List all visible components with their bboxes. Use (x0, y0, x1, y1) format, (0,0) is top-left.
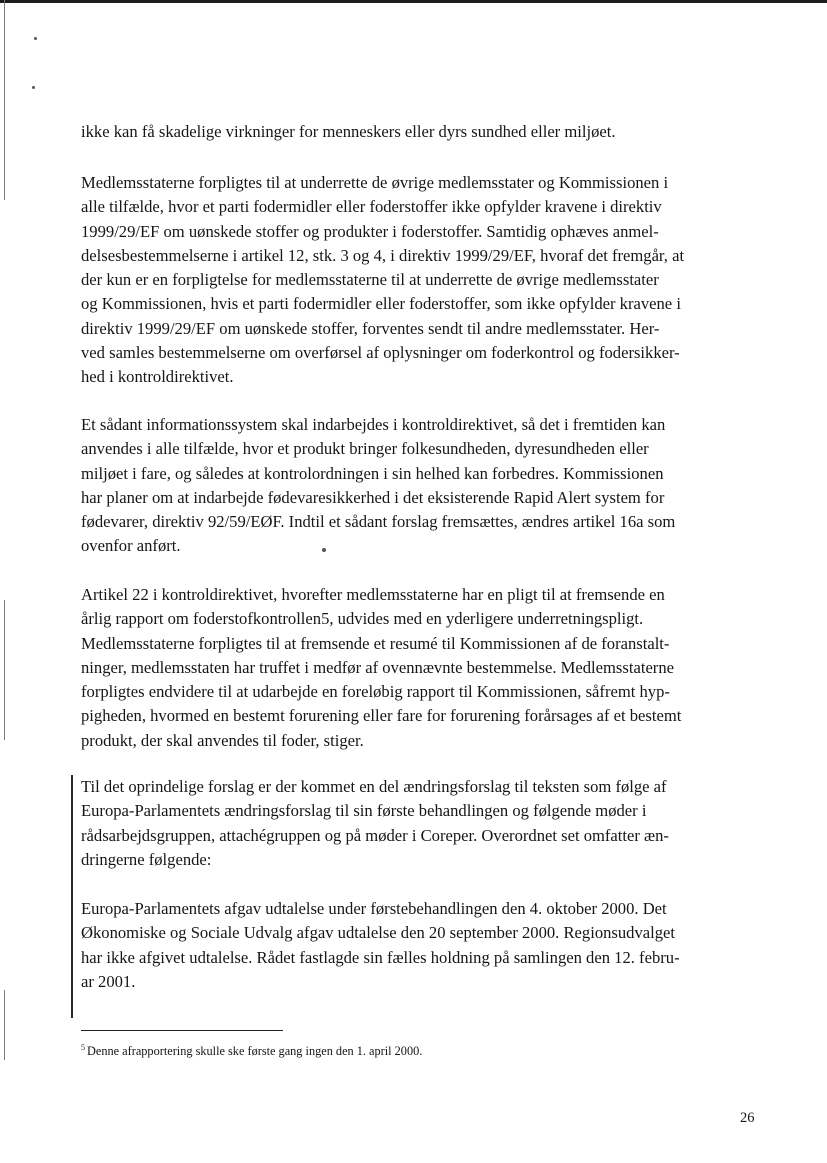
text-line: produkt, der skal anvendes til foder, stiger. (81, 730, 364, 750)
footnote-text: Denne afrapportering skulle ske første gang ingen den 1. april 2000. (87, 1044, 423, 1059)
text-line: ar 2001. (81, 971, 136, 991)
text-line: ikke kan få skadelige virkninger for menneskers eller dyrs sundhed eller miljøet. (81, 122, 616, 141)
text-line: Europa-Parlamentets ændringsforslag til sin første behandlingen og følgende møder i (81, 801, 647, 821)
text-line: 1999/29/EF om uønskede stoffer og produkter i foderstoffer. Samtidig ophæves anmel- (81, 221, 659, 241)
text-line: rådsarbejdsgruppen, attachégruppen og på møder i Coreper. Overordnet set omfatter æn- (81, 825, 669, 845)
text-line: Europa-Parlamentets afgav udtalelse under førstebehandlingen den 4. oktober 2000. Det (81, 899, 667, 918)
paragraph-6 (81, 897, 761, 994)
change-bar (71, 775, 73, 1018)
text-line: Til det oprindelige forslag er der kommet en del ændringsforslag til teksten som følge af (81, 777, 667, 796)
text-line: der kun er en forpligtelse for medlemsstaterne til at underrette de øvrige medlemsstater (81, 270, 659, 290)
text-line: har ikke afgivet udtalelse. Rådet fastlagde sin fælles holdning på samlingen den 12. febru- (81, 947, 680, 967)
text-line: ved samles bestemmelserne om overførsel af oplysninger om foderkontrol og fodersikker- (81, 343, 680, 363)
text-line: Medlemsstaterne forpligtes til at fremsende et resumé til Kommissionen af de foranstalt- (81, 633, 670, 653)
text-line: Artikel 22 i kontroldirektivet, hvorefter medlemsstaterne har en pligt til at fremsende en (81, 585, 665, 604)
top-border-rule (0, 0, 827, 3)
scan-speck (32, 86, 35, 89)
text-line: har planer om at indarbejde fødevaresikkerhed i det eksisterende Rapid Alert system for (81, 487, 665, 507)
text-line: forpligtes endvidere til at udarbejde en foreløbig rapport til Kommissionen, såfremt hyp- (81, 682, 670, 702)
text-line: ovenfor anført. (81, 536, 181, 556)
scan-left-edge-line (4, 0, 5, 200)
text-line: miljøet i fare, og således at kontrolordningen i sin helhed kan forbedres. Kommissionen (81, 463, 664, 483)
footnote (81, 1040, 422, 1059)
paragraph-1 (81, 120, 761, 144)
footnote-separator (81, 1030, 283, 1031)
text-line: årlig rapport om foderstofkontrollen5, udvides med en yderligere underretningspligt. (81, 609, 644, 629)
footnote-marker: 5 (81, 1043, 85, 1052)
paragraph-4 (81, 583, 761, 753)
scan-left-edge-line (4, 990, 5, 1060)
text-line: direktiv 1999/29/EF om uønskede stoffer, forventes sendt til andre medlemsstater. Her- (81, 318, 660, 338)
paragraph-3 (81, 413, 761, 559)
text-line: ninger, medlemsstaten har truffet i medfør af ovennævnte bestemmelse. Medlemsstaterne (81, 657, 674, 677)
paragraph-5 (81, 775, 761, 872)
text-line: Et sådant informationssystem skal indarbejdes i kontroldirektivet, så det i fremtiden kan (81, 415, 666, 434)
text-line: fødevarer, direktiv 92/59/EØF. Indtil et sådant forslag fremsættes, ændres artikel 16a som (81, 512, 676, 532)
text-line: alle tilfælde, hvor et parti fodermidler eller foderstoffer ikke opfylder kravene i direktiv (81, 197, 662, 217)
text-line: Medlemsstaterne forpligtes til at underrette de øvrige medlemsstater og Kommissionen i (81, 173, 669, 192)
text-line: hed i kontroldirektivet. (81, 367, 234, 387)
scan-speck (34, 37, 37, 40)
page-number: 26 (740, 1110, 755, 1126)
scan-left-edge-line (4, 600, 5, 740)
text-line: dringerne følgende: (81, 849, 212, 869)
text-line: delsesbestemmelserne i artikel 12, stk. 3 og 4, i direktiv 1999/29/EF, hvoraf det fremgår, at (81, 245, 685, 265)
paragraph-2 (81, 171, 761, 390)
text-line: og Kommissionen, hvis et parti fodermidler eller foderstoffer, som ikke opfylder kravene i (81, 294, 681, 314)
text-line: Økonomiske og Sociale Udvalg afgav udtalelse den 20 september 2000. Regionsudvalget (81, 923, 676, 943)
text-line: anvendes i alle tilfælde, hvor et produkt bringer folkesundheden, dyresundheden eller (81, 439, 649, 459)
text-line: pigheden, hvormed en bestemt forurening eller fare for forurening forårsages af et bestemt (81, 706, 682, 726)
